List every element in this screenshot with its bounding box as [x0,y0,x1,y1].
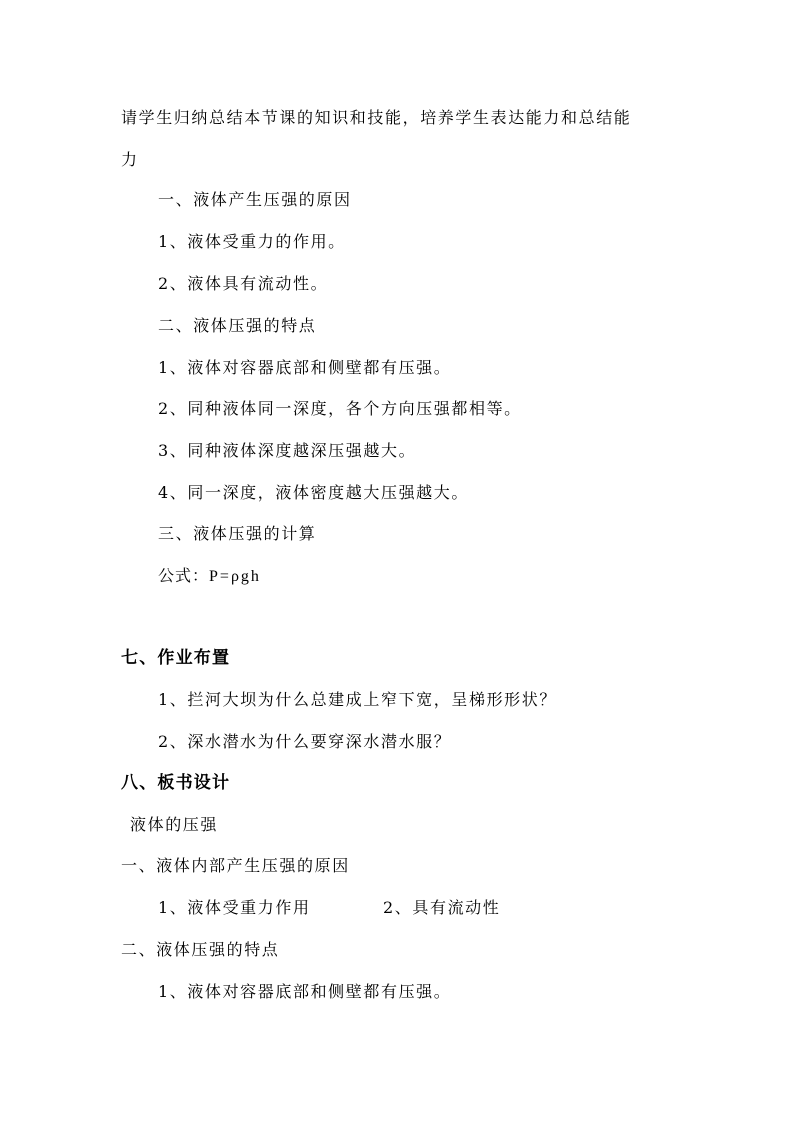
section2-item4: 4、同一深度，液体密度越大压强越大。 [158,483,469,502]
summary-intro-line1: 请学生归纳总结本节课的知识和技能，培养学生表达能力和总结能 [121,108,632,127]
section3-title: 三、液体压强的计算 [158,524,317,543]
section2-title: 二、液体压强的特点 [158,316,317,335]
section1-title: 一、液体产生压强的原因 [158,190,352,209]
formula-label: 公式： [158,566,210,585]
section1-item2: 2、液体具有流动性。 [158,274,329,293]
section2-item1: 1、液体对容器底部和侧壁都有压强。 [158,358,452,377]
section1-item1: 1、液体受重力的作用。 [158,232,346,251]
formula-line [158,566,261,587]
board-part2-title: 二、液体压强的特点 [121,940,280,959]
board-part1-item2: 2、具有流动性 [383,898,501,917]
section2-item3: 3、同种液体深度越深压强越大。 [158,441,417,460]
homework-item2: 2、深水潜水为什么要穿深水潜水服？ [158,732,452,751]
board-part1-title: 一、液体内部产生压强的原因 [121,856,350,875]
formula-value: P=ρgh [209,568,261,585]
board-part1-item1: 1、液体受重力作用 [158,898,311,917]
board-subtitle: 液体的压强 [130,815,219,834]
homework-item1: 1、拦河大坝为什么总建成上窄下宽，呈梯形形状？ [158,690,557,709]
summary-intro-line2: 力 [121,150,139,169]
section2-item2: 2、同种液体同一深度，各个方向压强都相等。 [158,399,522,418]
board-design-title: 八、板书设计 [121,773,231,793]
homework-title: 七、作业布置 [121,648,231,668]
board-part2-item1: 1、液体对容器底部和侧壁都有压强。 [158,982,452,1001]
